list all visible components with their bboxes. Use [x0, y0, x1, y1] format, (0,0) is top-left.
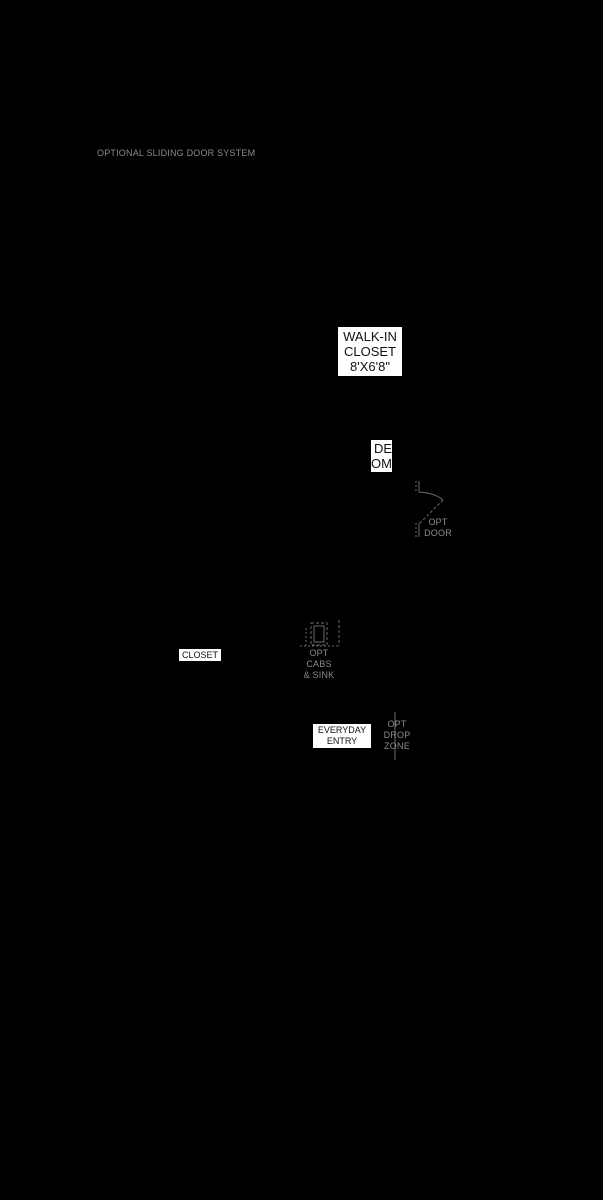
everyday-entry-line-2: ENTRY	[326, 736, 358, 746]
opt-drop-line-2: DROP	[383, 730, 411, 740]
optional-door-note	[420, 517, 456, 539]
opt-cabs-line-3: & SINK	[303, 670, 335, 680]
opt-door-line-1: OPT	[428, 517, 448, 527]
optional-cabs-sink-note	[299, 648, 339, 681]
opt-cabs-line-2: CABS	[306, 659, 332, 669]
opt-drop-line-3: ZONE	[384, 741, 410, 751]
opt-door-line-2: DOOR	[424, 528, 452, 538]
walk-in-closet-line-1: WALK-IN	[343, 329, 397, 344]
bedroom-label-partial	[371, 440, 392, 472]
optional-drop-zone-note	[379, 719, 415, 752]
walk-in-closet-label	[338, 327, 402, 376]
opt-drop-line-1: OPT	[387, 719, 407, 729]
opt-cabs-line-1: OPT	[309, 648, 329, 658]
walk-in-closet-dimensions: 8'X6'8"	[350, 359, 390, 374]
optional-sliding-door-note: OPTIONAL SLIDING DOOR SYSTEM	[97, 148, 256, 158]
bedroom-label-line-1: DE	[373, 441, 392, 456]
walk-in-closet-line-2: CLOSET	[343, 344, 396, 359]
bedroom-label-line-2: OM	[371, 456, 392, 471]
closet-label: CLOSET	[179, 649, 221, 661]
everyday-entry-label	[313, 724, 371, 748]
everyday-entry-line-1: EVERYDAY	[317, 725, 367, 735]
sink-cabinet-symbol	[300, 620, 339, 646]
